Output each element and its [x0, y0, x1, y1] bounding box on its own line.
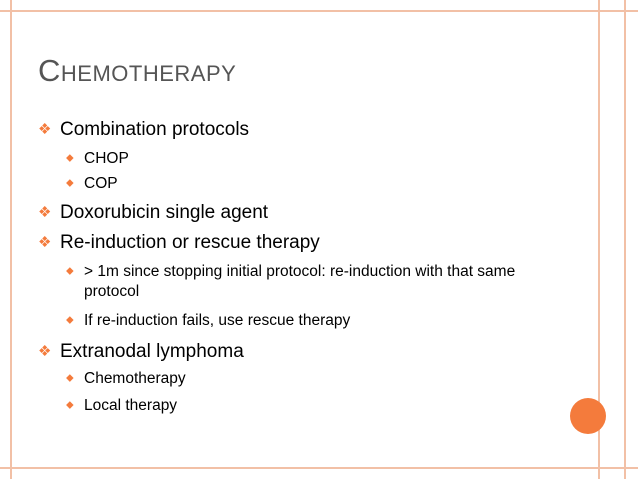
bullet-marker-icon: ❖: [38, 204, 52, 221]
slide-title-initial: C: [38, 53, 61, 88]
sub-bullet-text: CHOP: [84, 150, 129, 167]
sub-bullet-marker-icon: ⬥: [66, 399, 74, 411]
sub-bullet-marker-icon: ⬥: [66, 372, 74, 384]
sub-bullet-text: Chemotherapy: [84, 370, 186, 387]
sub-bullet-text: If re-induction fails, use rescue therapy: [84, 312, 351, 329]
bullet-marker-icon: ❖: [38, 343, 52, 360]
bullet-text: Extranodal lymphoma: [60, 341, 244, 362]
sub-bullet-marker-icon: ⬥: [66, 152, 74, 164]
bullet-text: Doxorubicin single agent: [60, 202, 269, 223]
sub-bullet-text: Local therapy: [84, 397, 178, 414]
sub-bullet-marker-icon: ⬥: [66, 265, 74, 277]
sub-bullet-text: COP: [84, 175, 118, 192]
bullet-text: Combination protocols: [60, 119, 250, 140]
sub-bullet-marker-icon: ⬥: [66, 177, 74, 189]
sub-bullet-text: > 1m since stopping initial protocol: re-induction with that same protocol: [84, 263, 516, 300]
bullet-marker-icon: ❖: [38, 121, 52, 138]
sub-bullet-marker-icon: ⬥: [66, 314, 74, 326]
slide-title-rest: HEMOTHERAPY: [60, 61, 237, 86]
bullet-text: Re-induction or rescue therapy: [60, 232, 320, 253]
bullet-marker-icon: ❖: [38, 234, 52, 251]
